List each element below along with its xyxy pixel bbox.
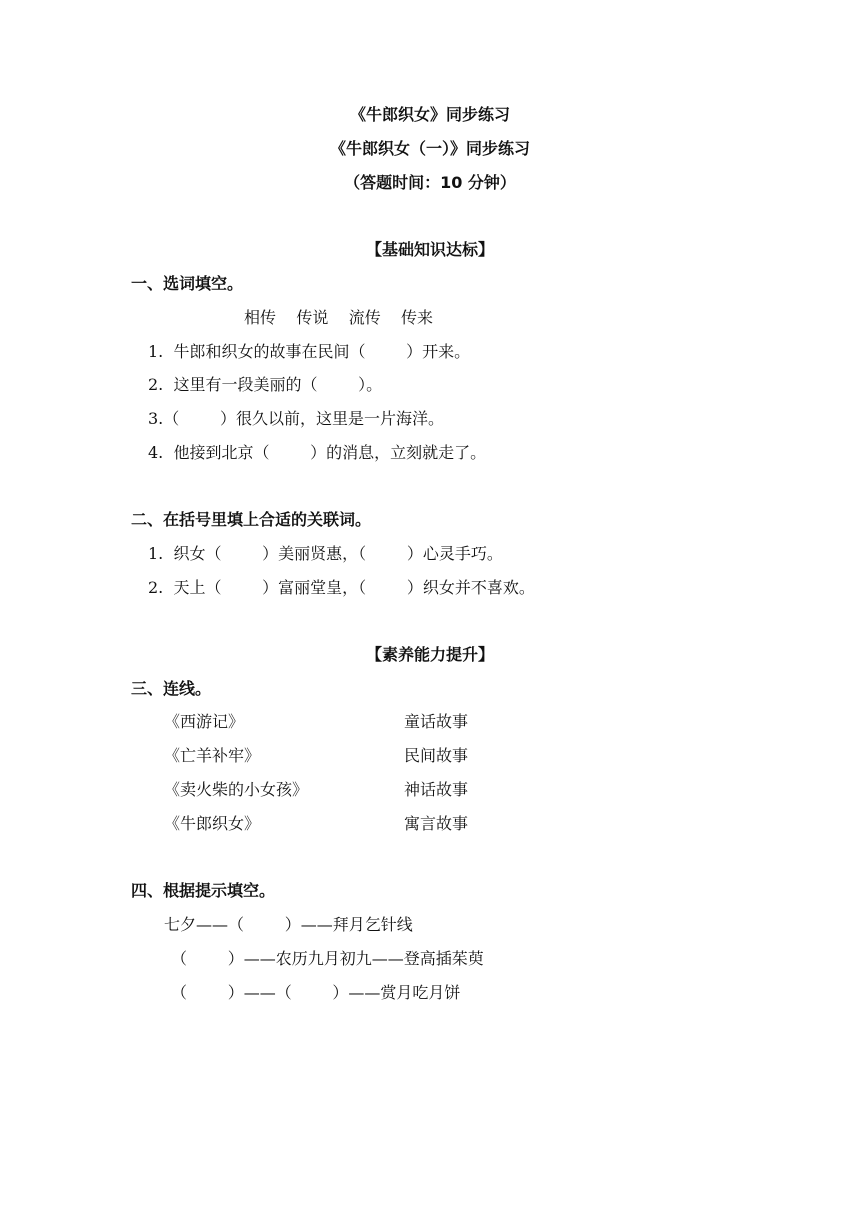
word-bank: 相传 传说 流传 传来	[244, 308, 434, 327]
matching-left-item: 《亡羊补牢》	[164, 746, 261, 765]
matching-left-item: 《卖火柴的小女孩》	[164, 780, 309, 799]
question-2-item: 1. 织女（ ）美丽贤惠，（ ）心灵手巧。	[148, 544, 503, 563]
matching-right-item: 童话故事	[404, 712, 469, 731]
question-1-item: 3.（ ）很久以前，这里是一片海洋。	[148, 409, 444, 428]
matching-left-item: 《牛郎织女》	[164, 814, 261, 833]
question-2-item: 2. 天上（ ）富丽堂皇，（ ）织女并不喜欢。	[148, 578, 535, 597]
question-4-item: 七夕——（ ）——拜月乞针线	[164, 915, 413, 934]
matching-right-item: 神话故事	[404, 780, 469, 799]
page-subtitle: 《牛郎织女（一）》同步练习	[329, 139, 530, 158]
question-4-item: （ ）——农历九月初九——登高插茱萸	[171, 949, 484, 968]
question-1-heading: 一、选词填空。	[131, 274, 244, 293]
question-3-heading: 三、连线。	[131, 679, 212, 698]
question-1-item: 2. 这里有一段美丽的（ ）。	[148, 375, 383, 394]
matching-right-item: 民间故事	[404, 746, 469, 765]
matching-left-item: 《西游记》	[164, 712, 245, 731]
section-ability-label: 【素养能力提升】	[365, 645, 494, 664]
question-2-heading: 二、在括号里填上合适的关联词。	[131, 510, 372, 529]
question-1-item: 4. 他接到北京（ ）的消息，立刻就走了。	[148, 443, 487, 462]
page-title: 《牛郎织女》同步练习	[349, 105, 510, 124]
section-basic-label: 【基础知识达标】	[365, 240, 494, 259]
time-note: （答题时间：10 分钟）	[344, 173, 516, 192]
question-4-item: （ ）——（ ）——赏月吃月饼	[171, 983, 461, 1002]
matching-right-item: 寓言故事	[404, 814, 469, 833]
question-1-item: 1. 牛郎和织女的故事在民间（ ）开来。	[148, 342, 471, 361]
question-4-heading: 四、根据提示填空。	[131, 881, 276, 900]
